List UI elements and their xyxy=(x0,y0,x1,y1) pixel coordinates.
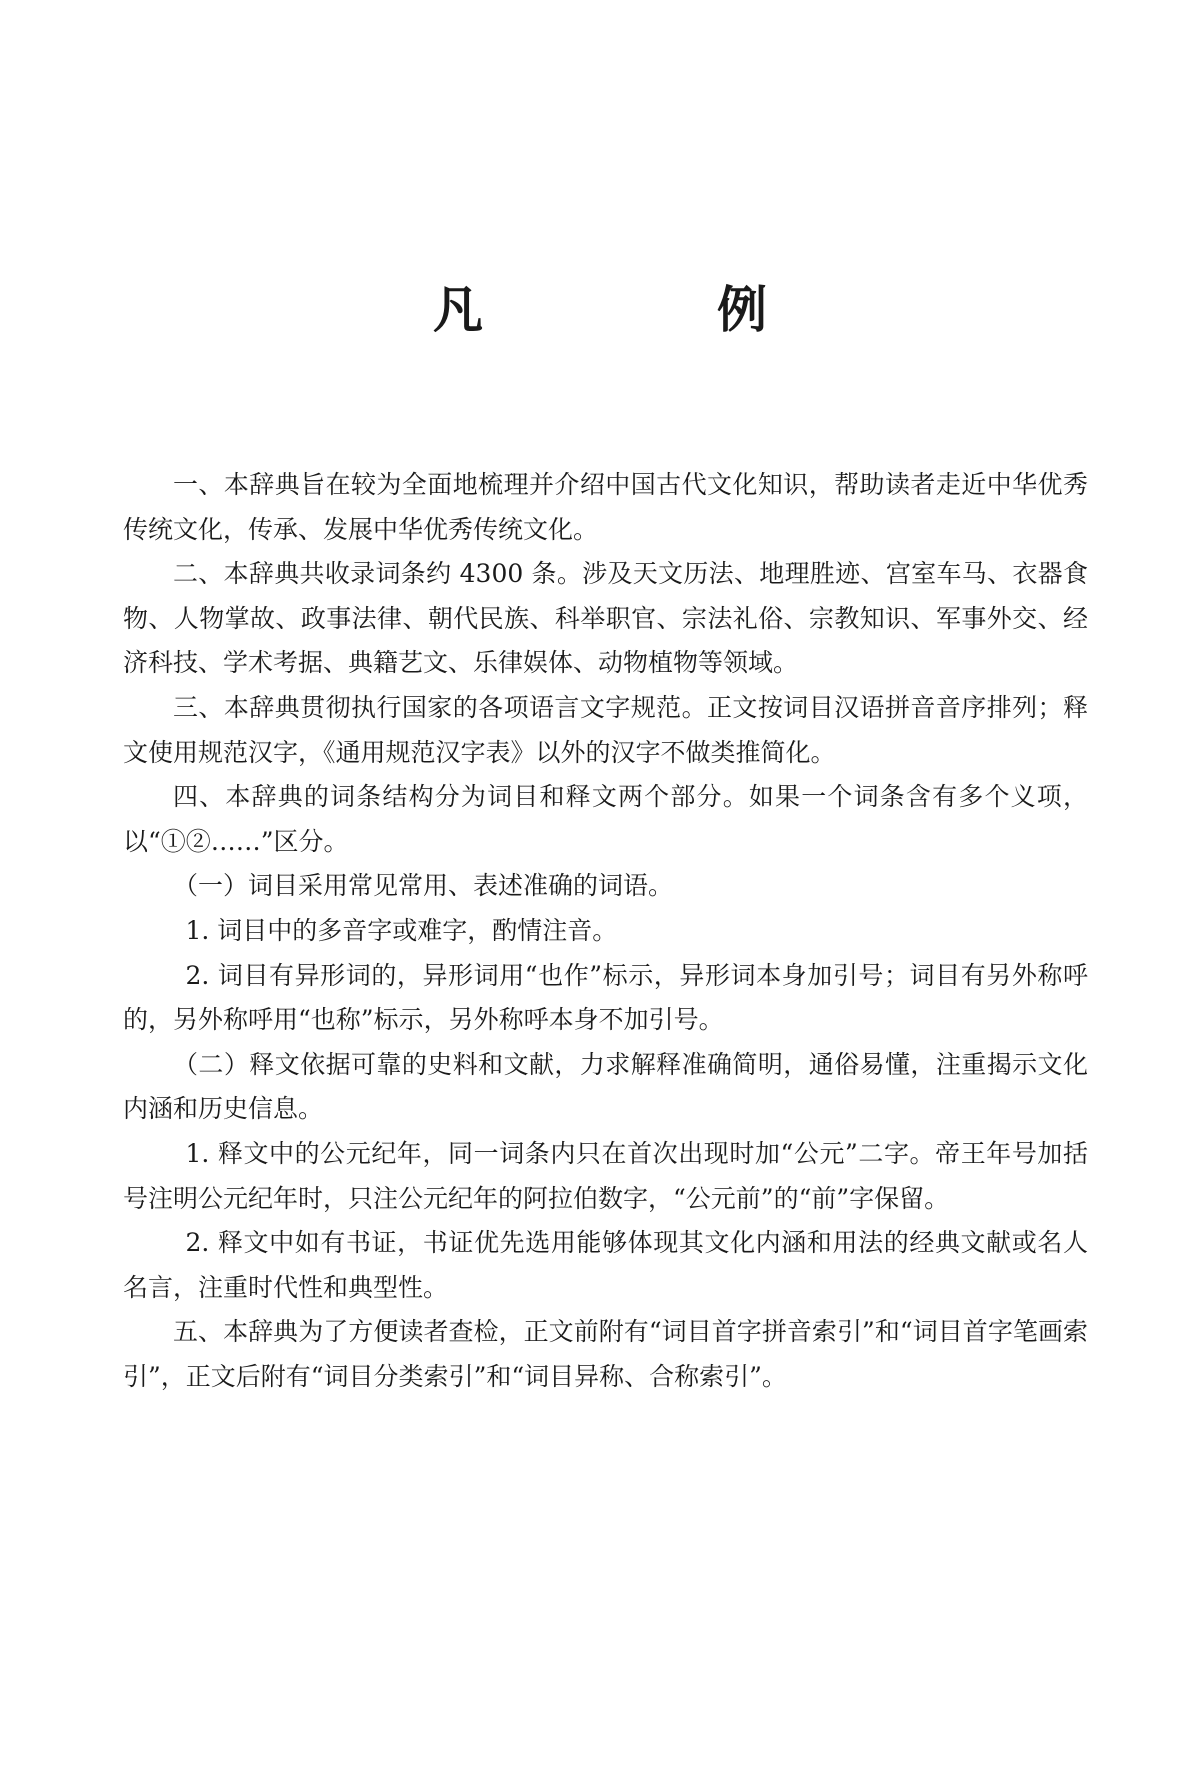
paragraph-4-section-2-item-1: 1. 释文中的公元纪年，同一词条内只在首次出现时加“公元”二字。帝王年号加括号注明公元纪年时，只注公元纪年的阿拉伯数字，“公元前”的“前”字保留。 xyxy=(123,1138,1088,1213)
document-body xyxy=(123,463,1088,1399)
paragraph-4-section-2-item-2: 2. 释文中如有书证，书证优先选用能够体现其文化内涵和用法的经典文献或名人名言，注重时代性和典型性。 xyxy=(123,1228,1088,1302)
page-title: 凡 例 xyxy=(433,280,859,339)
paragraph-2: 二、本辞典共收录词条约 4300 条。涉及天文历法、地理胜迹、宫室车马、衣器食物、人物掌故、政事法律、朝代民族、科举职官、宗法礼俗、宗教知识、军事外交、经济科技、学术考据、典籍艺文、乐律娱体、动物植物等领域。 xyxy=(123,559,1088,678)
paragraph-4-section-1: （一）词目采用常见常用、表述准确的词语。 xyxy=(173,871,674,901)
paragraph-4-section-1-item-1: 1. 词目中的多音字或难字，酌情注音。 xyxy=(185,915,618,945)
paragraph-4-section-2: （二）释文依据可靠的史料和文献，力求解释准确简明，通俗易懂，注重揭示文化内涵和历史信息。 xyxy=(123,1049,1088,1124)
paragraph-1: 一、本辞典旨在较为全面地梳理并介绍中国古代文化知识，帮助读者走近中华优秀传统文化，传承、发展中华优秀传统文化。 xyxy=(123,470,1088,544)
paragraph-4: 四、本辞典的词条结构分为词目和释文两个部分。如果一个词条含有多个义项，以“①②……”区分。 xyxy=(123,782,1088,856)
paragraph-3: 三、本辞典贯彻执行国家的各项语言文字规范。正文按词目汉语拼音音序排列；释文使用规范汉字，《通用规范汉字表》以外的汉字不做类推简化。 xyxy=(123,692,1088,767)
paragraph-5: 五、本辞典为了方便读者查检，正文前附有“词目首字拼音索引”和“词目首字笔画索引”，正文后附有“词目分类索引”和“词目异称、合称索引”。 xyxy=(123,1317,1088,1391)
paragraph-4-section-1-item-2: 2. 词目有异形词的，异形词用“也作”标示，异形词本身加引号；词目有另外称呼的，另外称呼用“也称”标示，另外称呼本身不加引号。 xyxy=(123,960,1088,1035)
